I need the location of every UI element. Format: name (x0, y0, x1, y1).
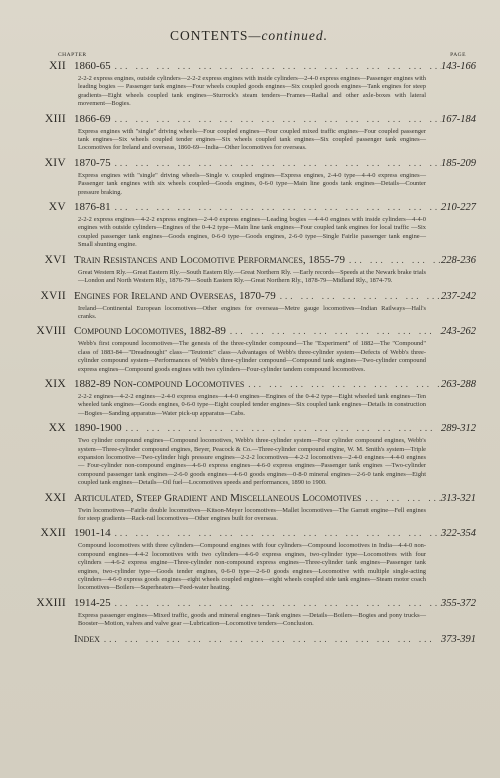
chapter-heading: 1882-89 Non-compound Locomotives (74, 377, 245, 390)
chapter-number: XXIII (36, 596, 66, 609)
entry-heading-row (18, 325, 480, 340)
contents-entry (18, 201, 480, 250)
chapter-heading: Engines for Ireland and Overseas, 1870-79 (74, 289, 276, 302)
chapter-number: XVIII (36, 325, 66, 338)
page-range: 228-236 (441, 254, 476, 266)
page-range: 373-391 (441, 633, 476, 645)
chapter-number: XXI (44, 491, 66, 504)
chapter-heading: 1870-75 (74, 156, 111, 169)
chapter-number: XXII (40, 527, 66, 540)
chapter-heading: 1876-81 (74, 201, 111, 214)
dot-leader (111, 114, 441, 124)
contents-entry (18, 422, 480, 487)
chapter-description: Great Western Rly.—Great Eastern Rly.—South Eastern Rly.—Great Northern Rly. —Early records—Speeds at the Newark brake trials—London and North Western Rly., 1876-79—South Eastern Rly.—Great Northern Rly., 1878-79—Midland Rly., 1874-79. (78, 268, 426, 285)
dot-leader (244, 379, 441, 389)
entry-heading-row (18, 527, 480, 542)
dot-leader (111, 202, 441, 212)
chapter-description: 2-2-2 express engines—4-2-2 express engines—2-4-0 express engines—Leading bogies —4-4-0 engines with inside cylinders—4-4-0 engines with outside cylinders—Engines of the 0-4-2 type—Main line tank engines—Four coupled tank engines for local traffic —Six coupled passenger tank engines—Goods engines, 0-6-0 type—Goods engines, 2-6-0 type—Single Fairlie passenger tank engine—Small shunting engine. (78, 216, 426, 249)
dot-leader (361, 493, 441, 503)
chapter-heading: 1901-14 (74, 527, 111, 540)
entry-heading-row (18, 157, 480, 172)
chapter-description: Compound locomotives with three cylinders—Compound engines with four cylinders—Compound locomotives in India—4-4-0 non-compound engines—4-4-2 locomotives with two cylinders—4-6-0 express engines, two-cylinder type—Locomotives with four cylinders —4-6-2 express engine—Three-cylinder non-compound express engines—Three-cylinder tank engines—Passenger tank engines, two-cylinder type—Goods tender engines, 0-6-0 type—2-6-0 goods engines—Locomotive with multiple single-acting cylinders—4-6-0 express goods engines—eight wheels coupled engines—eight wheels coupled side tank engines—Steam motor coach locomotives—Boilers—Superheaters—Feed-water heating. (78, 542, 426, 592)
title-main: CONTENTS (169, 28, 249, 43)
chapter-heading: 1914-25 (74, 596, 111, 609)
chapter-description: Ireland—Continental European locomotives—Other engines for overseas—Metre gauge locomotives—Indian Railways—Hall's cranks. (78, 304, 426, 320)
entry-heading-row (18, 201, 480, 216)
contents-entry (18, 633, 480, 648)
chapter-heading: Articulated, Steep Gradient and Miscellaneous Locomotives (74, 491, 362, 504)
chapter-description: 2-2-2 express engines, outside cylinders—2-2-2 express engines with inside cylinders—2-4-0 express engines—Passenger engines with leading bogies — Passenger tank engines—Four wheels coupled goods engines—Six coupled goods engines—Tank engines for steep gradients—Eight wheels coupled tank engines—Sturrock's steam tenders—Frames—Radial and other axle-boxes with lateral movement—Bogies. (78, 75, 426, 108)
contents-entry (18, 290, 480, 322)
dot-leader (111, 528, 441, 538)
contents-entry (18, 378, 480, 418)
dot-leader (276, 291, 441, 301)
chapter-description: Two cylinder compound engines—Compound locomotives, Webb's three-cylinder system—Four cylinder compound engines, Webb's system—Three-cylinder compound engines, Beyer, Peacock & Co.—Three-cylinder compound engine, W. M. Smith's system—Triple expansion locomotive—Two-cylinder high pressure engines—2-2-2 locomotives—4-2-2 locomotives—2-4-0 engines—4-4-0 engines — Four-cylinder non-compound engines—4-6-0 express engines—4-6-0 express engines—Passenger tank engines —Two-cylinder compound passenger tank engines—2-6-0 goods engines—4-6-0 goods engines—0-8-0 mineral engines—2-6-0 tank engines—Eight coupled tank engines—Details—Oil fuel—Locomotives speeds and performances, 1890 to 1900. (78, 437, 426, 487)
dot-leader (345, 255, 441, 265)
dot-leader (122, 423, 441, 433)
dot-leader (226, 326, 441, 336)
page-range: 210-227 (441, 202, 476, 214)
entry-heading-row (18, 290, 480, 305)
page-range: 263-288 (441, 378, 476, 390)
column-headers (18, 50, 480, 60)
chapter-heading: 1890-1900 (74, 422, 122, 435)
entry-heading-row (18, 422, 480, 437)
chapter-description: Express engines with "single" driving wheels—Four coupled engines—Four coupled mixed traffic engines—Four coupled passenger tank engines—Six wheels coupled tender engines—Six wheels coupled tank engines—Six coupled passenger tank engines—Locomotives for Ireland and overseas, 1860-69—India—Other locomotives for overseas. (78, 127, 426, 152)
chapter-description: Webb's first compound locomotives—The genesis of the three-cylinder compound—The "Experiment" of 1882—The "Compound" class of 1883-84—"Dreadnought" class—"Teutonic" class—Advantages of Webb's three-cylinder system—Defects of Webb's three-cylinder compound system—Performances of Webb's three-cylinder compound—Compound tank engines—Two-cylinder compound express engines—Compound goods engines with two cylinders—Four-cylinder tandem compound locomotives. (78, 340, 426, 373)
chapter-description: Twin locomotives—Fairlie double locomotives—Kitson-Meyer locomotives—Mallet locomotives—The Garratt engine—Fell engines for steep gradients—Rack-rail locomotives—Other engines built for overseas. (78, 506, 426, 522)
chapter-number: XVI (44, 253, 66, 266)
page-range: 355-372 (441, 597, 476, 609)
page-title (18, 28, 480, 44)
page-range: 185-209 (441, 157, 476, 169)
contents-list (18, 60, 480, 648)
page-range: 322-354 (441, 528, 476, 540)
chapter-column-header: CHAPTER (58, 52, 87, 58)
title-suffix: —continued. (248, 28, 329, 43)
dot-leader (111, 158, 441, 168)
chapter-number: XII (49, 60, 66, 72)
page-range: 167-184 (441, 113, 476, 125)
entry-heading-row (18, 492, 480, 507)
chapter-number: XIV (44, 156, 66, 169)
contents-entry (18, 157, 480, 197)
chapter-heading: Index (74, 632, 100, 645)
chapter-heading: 1860-65 (74, 60, 111, 72)
dot-leader (111, 598, 441, 608)
chapter-heading: Train Resistances and Locomotive Performances, 1855-79 (74, 253, 345, 266)
contents-entry (18, 254, 480, 286)
contents-entry (18, 113, 480, 153)
page-range: 143-166 (441, 61, 476, 72)
contents-entry (18, 527, 480, 592)
entry-heading-row (18, 378, 480, 393)
chapter-heading: 1866-69 (74, 112, 111, 125)
contents-entry (18, 325, 480, 374)
chapter-description: Express passenger engines—Mixed traffic, goods and mineral engines—Tank engines —Details—Boilers—Bogies and pony trucks—Booster—Motion, valves and valve gear —Lubrication—Locomotive tenders—Conclusion. (78, 611, 426, 628)
page-range: 237-242 (441, 290, 476, 302)
entry-heading-row (18, 597, 480, 612)
chapter-number: XIII (45, 112, 66, 125)
page-column-header: PAGE (450, 52, 466, 58)
contents-entry (18, 492, 480, 524)
entry-heading-row (18, 633, 480, 648)
entry-heading-row (18, 254, 480, 269)
page-range: 289-312 (441, 423, 476, 435)
entry-heading-row (18, 60, 480, 75)
chapter-number: XIX (44, 377, 66, 390)
chapter-number: XV (48, 201, 66, 214)
dot-leader (111, 61, 441, 71)
contents-entry (18, 60, 480, 109)
page-range: 243-262 (441, 326, 476, 338)
chapter-number: XVII (40, 289, 66, 302)
chapter-description: Express engines with "single" driving wheels—Single v. coupled engines—Express engines, 2-4-0 type—4-4-0 express engines—Passenger tank engines with six wheels coupled—Goods engines, 0-6-0 type—Main line goods tank engines—Details—Counter pressure braking. (78, 171, 426, 196)
chapter-number: XX (48, 422, 66, 435)
entry-heading-row (18, 113, 480, 128)
page-range: 313-321 (441, 492, 476, 504)
dot-leader (100, 634, 441, 644)
contents-entry (18, 597, 480, 629)
chapter-heading: Compound Locomotives, 1882-89 (74, 325, 226, 338)
chapter-description: 2-2-2 engines—4-2-2 engines—2-4-0 express engines—4-4-0 engines—Engines of the 0-4-2 type—Eight wheeled tank engines—Ten wheeled tank engines—Goods engines, 0-6-0 type—Eight coupled tender engines—Six coupled tank engines—Details in construction—Bogies—Sanding apparatus—Water pick-up apparatus—Cabs. (78, 392, 426, 417)
